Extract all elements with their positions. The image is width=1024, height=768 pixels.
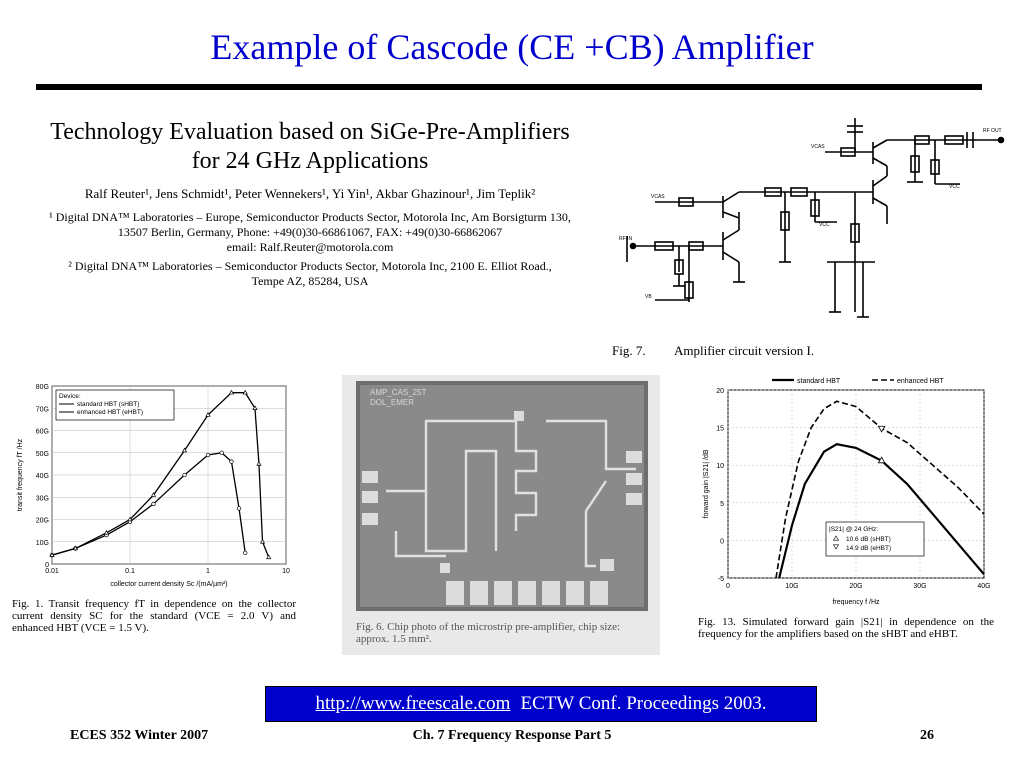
fig13-x-tick: 0	[726, 583, 730, 590]
fig7-caption-text: Amplifier circuit version I.	[674, 343, 815, 358]
affiliation-1-line2: 13507 Berlin, Germany, Phone: +49(0)30-66861067, FAX: +49(0)30-66862067	[117, 225, 503, 239]
affiliation-1-email: email: Ralf.Reuter@motorola.com	[226, 240, 394, 254]
amplifier-circuit-schematic	[615, 112, 1015, 334]
fig1-y-tick: 70G	[35, 406, 49, 414]
fig1-caption: Fig. 1. Transit frequency fT in dependence on the collector current density SC for the standard (VCE = 2.0 V) and enhanced HBT (VCE = 1.5 V).	[12, 598, 296, 634]
source-box	[265, 686, 817, 722]
fig1-data-point	[206, 453, 210, 457]
fig13-x-axis-label: frequency f /Hz	[832, 599, 880, 606]
fig1-legend-entry: standard HBT (sHBT)	[77, 401, 140, 408]
fig1-y-tick: 30G	[35, 495, 49, 503]
fig1-x-tick: 0.01	[45, 568, 59, 575]
chip-label-2: DOL_EMER	[370, 398, 415, 407]
fig13-x-tick: 30G	[913, 583, 927, 590]
circuit-label-rf-in: RF IN	[619, 236, 633, 242]
fig7-caption	[612, 343, 814, 359]
fig13-x-tick: 10G	[785, 583, 799, 590]
circuit-label-vcc-1: VCC	[819, 222, 830, 228]
fig1-transit-frequency-chart	[12, 378, 296, 590]
paper-title	[10, 118, 610, 176]
affiliation-2	[10, 259, 610, 289]
fig1-y-tick: 60G	[35, 428, 49, 436]
fig13-y-tick: 0	[720, 538, 724, 546]
fig13-annotation-line: 14.9 dB (eHBT)	[846, 545, 892, 552]
fig6-caption-line2: approx. 1.5 mm².	[356, 633, 432, 645]
paper-title-line1: Technology Evaluation based on SiGe-Pre-Amplifiers	[50, 119, 570, 145]
source-text: ECTW Conf. Proceedings 2003.	[520, 693, 767, 714]
fig1-y-tick: 50G	[35, 450, 49, 458]
footer-chapter: Ch. 7 Frequency Response Part 5	[412, 728, 612, 743]
source-link[interactable]: http://www.freescale.com	[315, 693, 511, 714]
fig1-data-point	[183, 473, 187, 477]
slide-title: Example of Cascode (CE +CB) Amplifier	[210, 27, 814, 67]
paper-header	[10, 118, 610, 289]
fig1-y-tick: 0	[45, 562, 49, 569]
fig1-x-tick: 0.1	[125, 568, 135, 575]
circuit-label-vcas-2: VCAS	[811, 144, 825, 150]
fig1-data-point	[230, 460, 234, 464]
fig1-y-tick: 80G	[35, 384, 49, 391]
fig13-y-tick: 10	[716, 463, 724, 471]
fig1-y-tick: 10G	[35, 539, 49, 547]
fig1-x-axis-label: collector current density Sc /(mA/µm²)	[110, 581, 228, 588]
title-divider	[36, 84, 982, 90]
fig13-caption: Fig. 13. Simulated forward gain |S21| in dependence on the frequency for the amplifiers based on the sHBT and eHBT.	[698, 616, 994, 640]
fig1-legend-title: Device:	[59, 393, 81, 400]
paper-title-line2: for 24 GHz Applications	[191, 148, 429, 174]
fig1-data-point	[243, 551, 247, 555]
fig13-y-tick: 20	[716, 388, 724, 395]
chip-photo	[356, 381, 648, 611]
footer-page-number: 26	[920, 728, 934, 743]
fig13-annotation-title: |S21| @ 24 GHz:	[829, 526, 878, 533]
fig13-x-tick: 20G	[849, 583, 863, 590]
fig1-legend-entry: enhanced HBT (eHBT)	[77, 409, 143, 416]
fig1-data-point	[237, 507, 241, 511]
fig1-y-tick: 40G	[35, 473, 49, 480]
circuit-label-rf-out: RF OUT	[983, 128, 1002, 134]
circuit-label-vcc-2: VCC	[949, 184, 960, 190]
affiliation-1	[10, 210, 610, 255]
fig13-forward-gain-chart	[696, 372, 996, 610]
fig13-legend-entry: enhanced HBT	[897, 378, 944, 385]
fig6-caption	[356, 621, 652, 645]
fig7-number: Fig. 7.	[612, 343, 646, 358]
footer-course: ECES 352 Winter 2007	[70, 728, 209, 743]
chip-label-1: AMP_CAS_25T	[370, 388, 427, 397]
paper-authors: Ralf Reuter¹, Jens Schmidt¹, Peter Wennekers¹, Yi Yin¹, Akbar Ghazinour¹, Jim Teplik²	[84, 186, 536, 201]
affiliation-2-line2: Tempe AZ, 85284, USA	[251, 274, 369, 288]
fig1-x-tick: 1	[206, 568, 210, 575]
affiliation-1-line1: ¹ Digital DNA™ Laboratories – Europe, Semiconductor Products Sector, Motorola Inc, Am Borsigturm 130,	[49, 210, 571, 224]
fig1-y-axis-label: transit frequency fT /Hz	[17, 438, 24, 512]
fig13-y-tick: -5	[717, 576, 724, 583]
fig1-x-tick: 10	[282, 568, 290, 575]
fig1-data-point	[152, 502, 156, 506]
fig13-annotation-line: 10.6 dB (sHBT)	[846, 536, 891, 543]
fig13-x-tick: 40G	[977, 583, 991, 590]
fig1-data-point	[220, 451, 224, 455]
affiliation-2-line1: ² Digital DNA™ Laboratories – Semiconductor Products Sector, Motorola Inc, 2100 E. Elliot Road.,	[68, 259, 552, 273]
fig6-caption-line1: Fig. 6. Chip photo of the microstrip pre-amplifier, chip size:	[356, 621, 621, 633]
circuit-label-vcas-1: VCAS	[651, 194, 665, 200]
fig13-y-tick: 15	[716, 425, 724, 433]
fig1-y-tick: 20G	[35, 517, 49, 525]
fig13-legend-entry: standard HBT	[797, 378, 841, 385]
fig6-chip-photo	[342, 375, 660, 655]
fig13-y-tick: 5	[720, 500, 724, 508]
circuit-label-vb: VB	[645, 294, 652, 300]
fig13-y-axis-label: forward gain |S21| /dB	[703, 449, 710, 519]
